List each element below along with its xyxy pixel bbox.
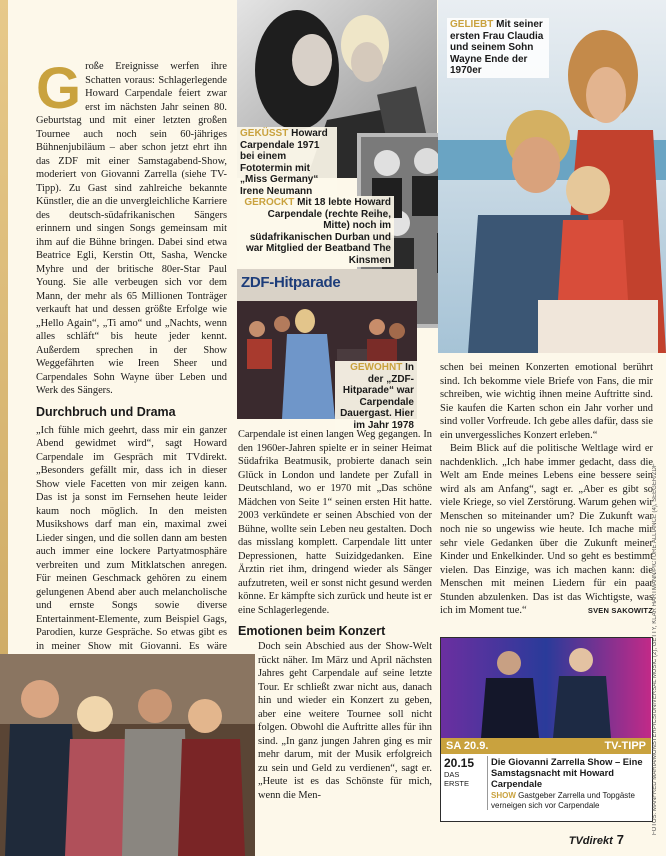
column-2 — [238, 428, 432, 643]
intro-paragraph: roße Ereignisse werfen ihre Schatten voraus: Schlagerlegende Howard Carpendale feiert zwar erst im nächsten Jahr seinen 80. Geburtstag und mit einer letzten großen Tournee auch noch sein 60-jähriges Bühnenjubiläum – aber schon jetzt ehrt ihn das ZDF mit einer Samstagabend-Show, moderiert von Giovanni Zarrella (siehe TV-Tipp). Zu Gast sind zahlreiche bekannte Künstler, die an die unvergleichliche Karriere des deutsch-südafrikanischen Sängers erinnern und singen Songs gemeinsam mit ihm auf die Bühne bringen. Dabei sind etwa Beatrice Egli, Kerstin Ott, Sasha, Wencke Myhre und der britische 80er-Star Paul Young. Sie alle verbeugen sich vor dem Mann, der mehr als 65 Millionen Tonträger verkauft hat und dessen größte Erfolge wie „Hello Again“, „Ti amo“ und „Nachts, wenn alles schläft“ bis heute jeder kennt. Außerdem sprechen in der Show Weggefährten wie Ireen Sheer und Carpendales Sohn Wayne über Leben und Werk des Sängers. — [36, 61, 227, 396]
caption-wife: GELIEBT Mit seiner ersten Frau Claudia und seinem Sohn Wayne Ende der 1970er — [447, 18, 549, 78]
footer — [569, 832, 624, 847]
col3-paragraph-1: schen bei meinen Konzerten emotional berührt sind. Ich bekomme viele Briefe von Fans, die mir schreiben, wie wichtig ihnen meine Auftritte sind. Sie kaufen die Karten schon ein Jahr vorher und sind voller Vorfreude. Ich gebe alles dafür, dass sie ein unvergessliches Konzert erleben.“ — [440, 362, 653, 441]
brand: TVdirekt — [568, 835, 613, 847]
column-1 — [36, 56, 227, 694]
hitparade-sign: ZDF-Hitparade — [241, 274, 341, 291]
section1-paragraph: „Ich fühle mich geehrt, dass mir ein ganzer Abend gewidmet wird“, sagt Howard Carpendale im Gespräch mit TVdirekt. „Besonders gefällt mir, dass ich in dieser Show viele Facetten von mir zeigen kann. Das ist ja sonst im Fernsehen heute leider kaum noch möglich. In den meisten Musikshows darf man ein, maximal zwei Lieder singen, und die sollen dann am besten auch immer eine lockere Partyatmosphäre verbreiten und zum Mitklatschen anregen. Für meinen Geschmack gehören zu einem gelungenen Abend aber auch melancholische und ernste Songs sowie diverse Entertainment-Elemente, zum Beispiel Gags, Parodien, kurze Gespräche. So etwas gibt es in meiner Show mit Giovanni. Es wäre — [36, 424, 227, 652]
tv-tip-text: SHOW Gastgeber Zarrella und Topgäste verneigen sich vor Carpendale — [491, 791, 635, 810]
col2-paragraph-1: Carpendale ist einen langen Weg gegangen. In den 1960er-Jahren spielte er in seiner Heimat Südafrika Beatmusik, probierte danach sein Glück in London und landete per Zufall in Deutschland, wo er 1970 mit „Das schöne Mädchen von Seite 1“ seinen ersten Hit hatte. 2003 verkündete er seinen Abschied von der Bühne, wollte sein Leben neu gestalten. Doch das misslang komplett. Carpendale litt unter Depressionen, hatte Suizidgedanken. Eine Ärztin riet ihm, dringend wieder als Sänger aufzutreten, weil er sonst nicht gesund werden könne. Er kämpfte sich zurück und heute ist er eine Schlagerlegende. — [238, 429, 432, 616]
column-3 — [440, 361, 653, 618]
tv-tip-bar — [441, 738, 651, 754]
page-number: 7 — [616, 832, 624, 847]
photo-credit: FOTOS: MANFRED MARIA/MONSTERPICS/UNIVERSAL MUSIC (2), GETTY, KLAR HARTMANN/PICTURE ALLIANCE (4), SEEGER/ZDF — [652, 463, 658, 835]
caption-hitparade: GEWOHNT In der „ZDF-Hitparade“ war Carpendale Dauergast. Hier im Jahr 1978 — [335, 361, 417, 432]
tv-tip-photo — [441, 638, 651, 738]
author: SVEN SAKOWITZ — [587, 606, 653, 615]
tv-tip-box — [440, 637, 653, 822]
column-2-lower — [258, 640, 432, 802]
col3-paragraph-2: Beim Blick auf die politische Weltlage wird er nachdenklich. „Ich habe immer gedacht, dass die Welt am Ende meines Lebens eine bessere sein wird als am Anfang“, sagt er. „Aber es gibt so viele Kriege, so viel Zerstörung. Warum gehen wir Menschen so miteinander um? Die Zukunft war noch nie so ungewiss wie heute. Ich mache mir sehr viele Gedanken über die Zukunft meiner Kinder und Enkelkinder. Und so geht es bestimmt vielen. Das Einzige, was ich machen kann: die Menschen mit meinen Liedern für ein paar Stunden abzulenken. Das ist das Wichtigste, was ich im Moment tue.“ SVEN SAKOWITZ — [440, 443, 653, 616]
caption-band: GEROCKT Mit 18 lebte Howard Carpendale (rechte Reihe, Mitte) noch im südafrikanischen Durban und war Mitglied der Beatband The Kinsmen — [237, 196, 394, 267]
tv-tip-description — [487, 756, 649, 810]
tv-tip-channel: DAS ERSTE — [444, 770, 470, 788]
col2-paragraph-2: Doch sein Abschied aus der Show-Welt rückt näher. Im März und April nächsten Jahres geht Carpendale auf seine letzte Tour. Er schließt zwar nicht aus, danach hin und wieder ein Konzert zu geben, aber eine weitere Tournee soll nicht folgen. Obwohl die Auftritte alles für ihn sind. „In ganz jungen Jahren ging es mir mehr darum, mit der Musik erfolgreich zu sein und Geld zu verdienen“, sagt er. „Heute ist es das Schönste für mich, wenn die Men- — [258, 641, 432, 801]
tv-tip-day: SA 20.9. — [446, 740, 489, 752]
dropcap: G — [36, 56, 82, 121]
subheading-durchbruch: Durchbruch und Drama — [36, 404, 176, 419]
tv-tip-time: 20.15 — [444, 756, 475, 770]
tv-tip-label: TV-TIPP — [604, 740, 646, 752]
tv-tip-title: Die Giovanni Zarrella Show – Eine Samstagsnacht mit Howard Carpendale — [491, 756, 643, 789]
tv-tip-time-block — [444, 757, 486, 788]
caption-kiss: GEKÜSST Howard Carpendale 1971 bei einem Fototermin mit „Miss Germany“ Irene Neumann — [237, 127, 337, 198]
subheading-emotionen: Emotionen beim Konzert — [238, 624, 386, 638]
photo-group — [0, 654, 255, 856]
